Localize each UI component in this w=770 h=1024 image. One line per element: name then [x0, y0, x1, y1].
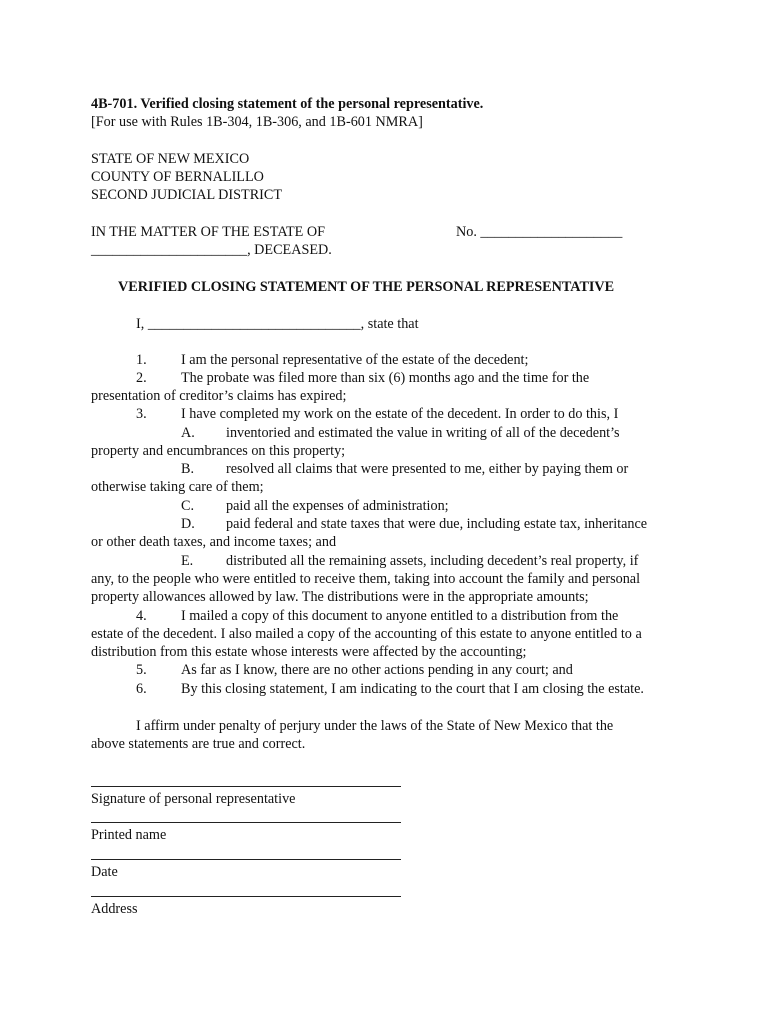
subitem-text: paid all the expenses of administration;: [226, 498, 449, 514]
subitem-label: B.: [181, 461, 195, 477]
subitem-label: A.: [181, 425, 195, 441]
item-text: presentation of creditor’s claims has expired;: [91, 388, 347, 404]
date-label: Date: [91, 864, 118, 880]
item-text: By this closing statement, I am indicating to the court that I am closing the estate.: [181, 681, 644, 697]
subitem-label: D.: [181, 516, 195, 532]
subitem-text: property and encumbrances on this property;: [91, 443, 346, 459]
declarant-name-field[interactable]: I, ______________________________, state that: [136, 316, 419, 332]
signature-line[interactable]: [91, 786, 401, 787]
affirmation-text: I affirm under penalty of perjury under the laws of the State of New Mexico that the: [136, 718, 614, 734]
subitem-label: C.: [181, 498, 195, 514]
subitem-text: paid federal and state taxes that were due, including estate tax, inheritance: [226, 516, 648, 532]
subitem-text: otherwise taking care of them;: [91, 479, 264, 495]
court-state: STATE OF NEW MEXICO: [91, 151, 250, 167]
subitem-text: distributed all the remaining assets, including decedent’s real property, if: [226, 553, 639, 569]
decedent-name-field[interactable]: ______________________, DECEASED.: [91, 242, 332, 258]
court-county: COUNTY OF BERNALILLO: [91, 169, 264, 185]
item-text: I have completed my work on the estate of the decedent. In order to do this, I: [181, 406, 619, 422]
item-number: 4.: [136, 608, 147, 624]
item-text: estate of the decedent. I also mailed a copy of the accounting of this estate to anyone entitled to a: [91, 626, 642, 642]
item-text: The probate was filed more than six (6) months ago and the time for the: [181, 370, 590, 386]
item-text: I am the personal representative of the estate of the decedent;: [181, 352, 529, 368]
address-label: Address: [91, 901, 138, 917]
rule-title: 4B-701. Verified closing statement of the personal representative.: [91, 96, 484, 112]
signature-label: Signature of personal representative: [91, 791, 296, 807]
item-text: As far as I know, there are no other actions pending in any court; and: [181, 662, 573, 678]
affirmation-text: above statements are true and correct.: [91, 736, 306, 752]
case-number-field[interactable]: No. ____________________: [456, 224, 623, 240]
printed-name-line[interactable]: [91, 822, 401, 823]
subitem-text: inventoried and estimated the value in writing of all of the decedent’s: [226, 425, 620, 441]
date-line[interactable]: [91, 859, 401, 860]
subitem-text: resolved all claims that were presented to me, either by paying them or: [226, 461, 629, 477]
item-number: 1.: [136, 352, 147, 368]
item-text: distribution from this estate whose interests were affected by the accounting;: [91, 644, 527, 660]
item-text: I mailed a copy of this document to anyone entitled to a distribution from the: [181, 608, 619, 624]
court-district: SECOND JUDICIAL DISTRICT: [91, 187, 283, 203]
document-title: VERIFIED CLOSING STATEMENT OF THE PERSONAL REPRESENTATIVE: [118, 279, 615, 295]
item-number: 6.: [136, 681, 147, 697]
rule-note: [For use with Rules 1B-304, 1B-306, and 1B-601 NMRA]: [91, 114, 423, 130]
subitem-text: property allowances allowed by law. The distributions were in the appropriate amounts;: [91, 589, 589, 605]
item-number: 3.: [136, 406, 147, 422]
item-number: 5.: [136, 662, 147, 678]
subitem-label: E.: [181, 553, 194, 569]
subitem-text: any, to the people who were entitled to receive them, taking into account the family and personal: [91, 571, 641, 587]
address-line[interactable]: [91, 896, 401, 897]
item-number: 2.: [136, 370, 147, 386]
printed-name-label: Printed name: [91, 827, 167, 843]
caption-matter: IN THE MATTER OF THE ESTATE OF: [91, 224, 326, 240]
subitem-text: or other death taxes, and income taxes; and: [91, 534, 337, 550]
